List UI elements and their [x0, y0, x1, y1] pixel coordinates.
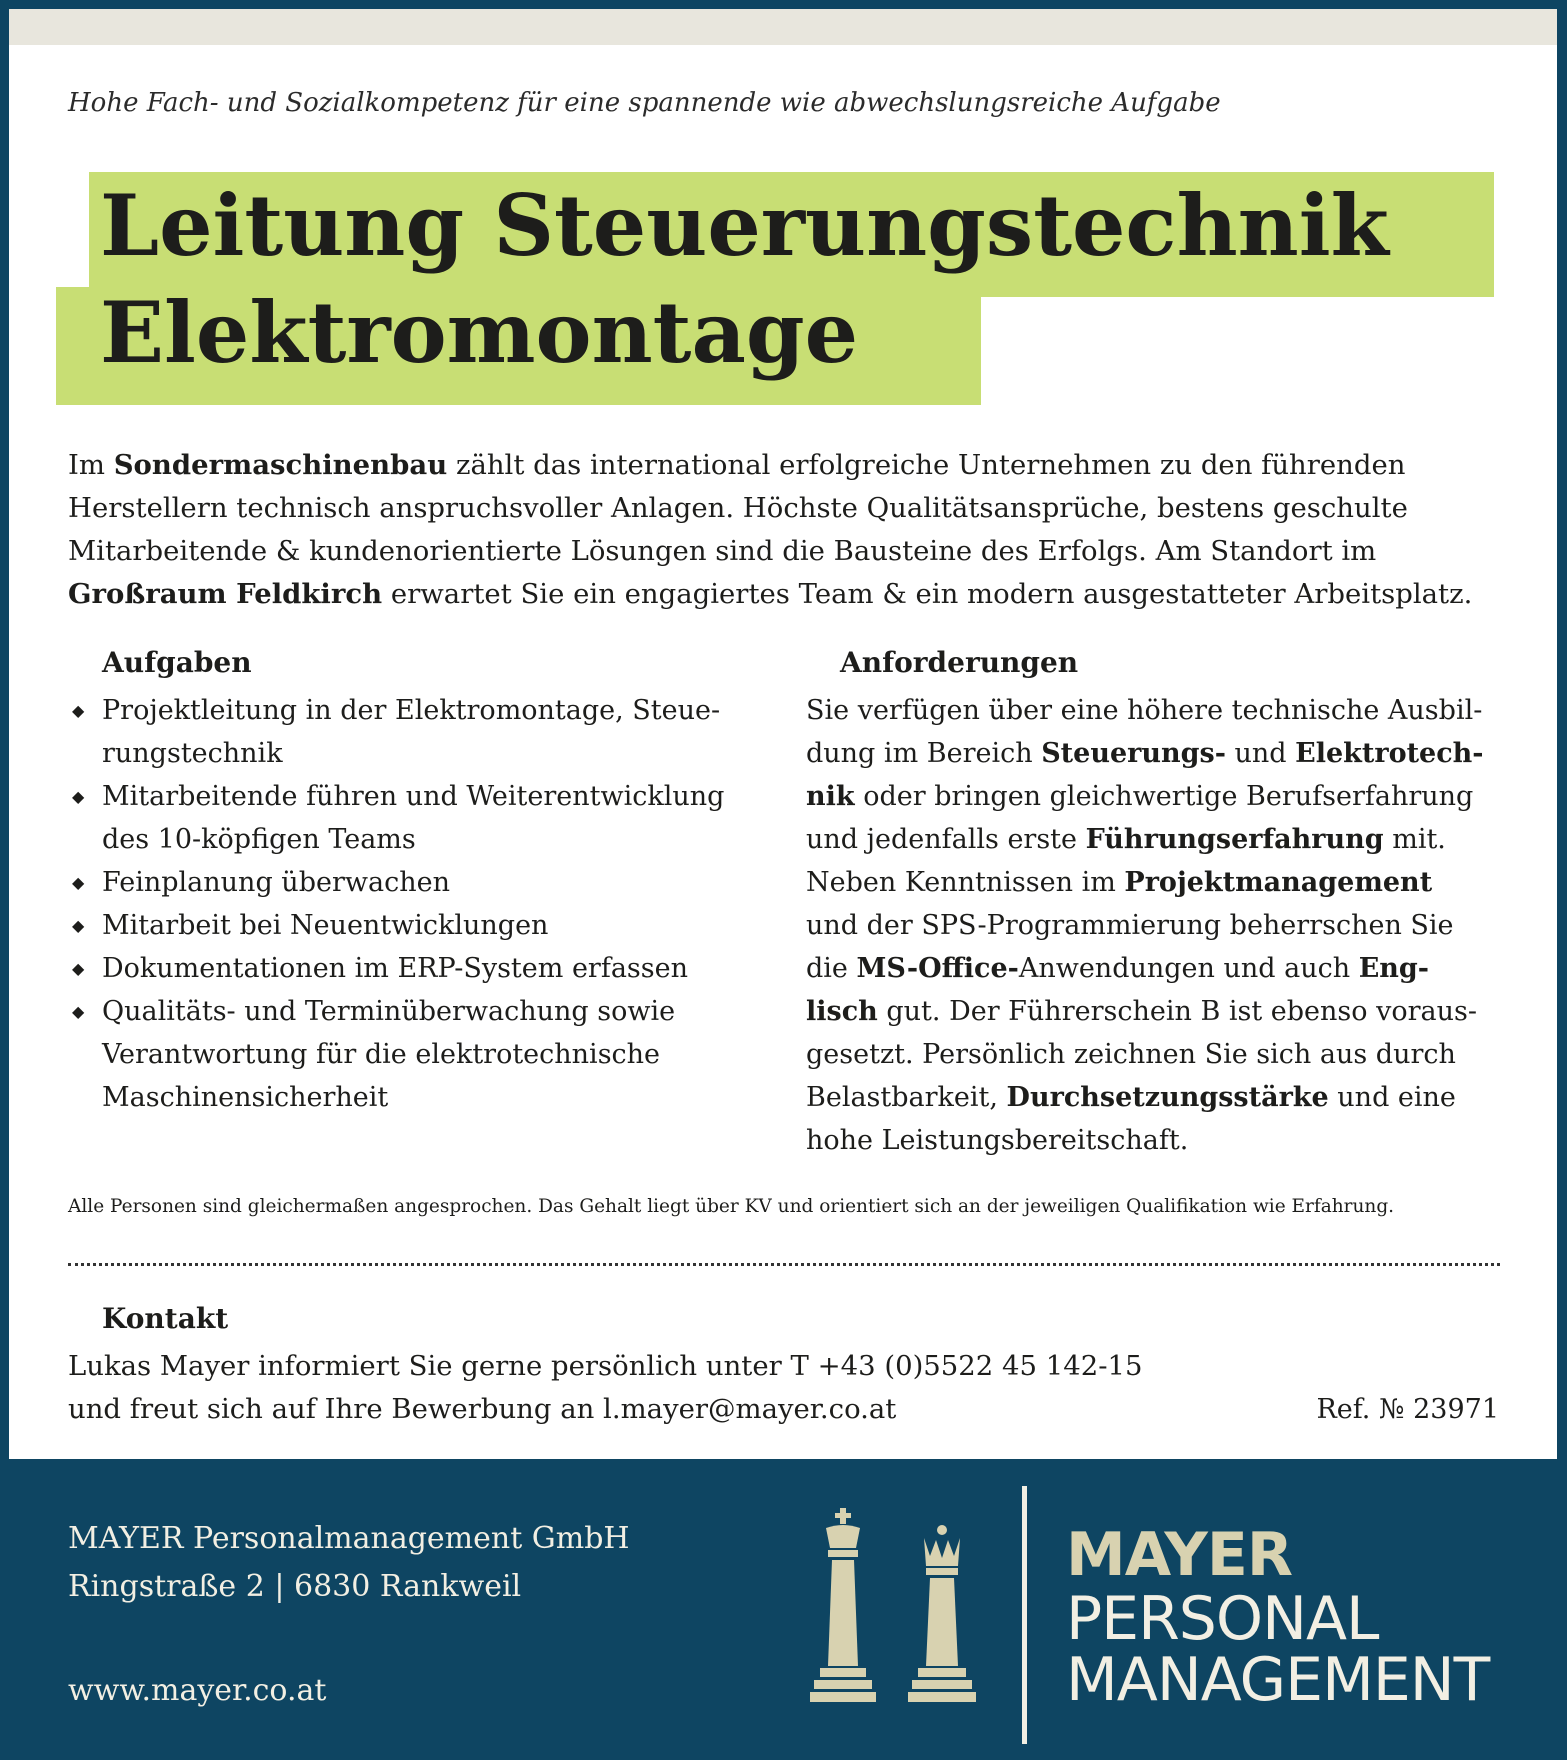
task-item-text: Qualitäts- und Terminüberwachung sowie: [102, 996, 676, 1027]
intro-paragraph: [68, 444, 1508, 616]
bullet-icon: ◆: [72, 701, 85, 720]
intro-bold: Großraum Feldkirch: [68, 578, 383, 610]
task-item-text: Mitarbeit bei Neuentwicklungen: [102, 910, 549, 941]
job-title-line-1: Leitung Steuerungstechnik: [100, 176, 1389, 275]
task-item-text: Dokumentationen im ERP-System erfassen: [102, 953, 688, 984]
contact-email-line: und freut sich auf Ihre Bewerbung an l.mayer@mayer.co.at: [68, 1393, 897, 1425]
requirements-line: die MS-Office-Anwendungen und auch Eng-: [806, 953, 1430, 984]
job-title-line-2: Elektromontage: [100, 283, 859, 382]
footer-divider: [1022, 1486, 1027, 1744]
requirements-line: dung im Bereich Steuerungs- und Elektrotech-: [806, 738, 1484, 769]
intro-text: zählt das international erfolgreiche Unternehmen zu den führenden: [447, 449, 1406, 481]
requirements-line: und der SPS-Programmierung beherrschen Sie: [806, 910, 1454, 941]
reference-number: Ref. № 23971: [1316, 1394, 1499, 1425]
task-item-text: des 10-köpfigen Teams: [102, 824, 416, 855]
intro-text: erwartet Sie ein engagiertes Team & ein modern ausgestatteter Arbeitsplatz.: [382, 578, 1473, 610]
requirements-line: lisch gut. Der Führerschein B ist ebenso voraus-: [806, 996, 1477, 1027]
requirements-line: und jedenfalls erste Führungserfahrung mit.: [806, 824, 1446, 855]
footer-address: Ringstraße 2 | 6830 Rankweil: [68, 1569, 522, 1604]
task-item-text: Maschinensicherheit: [102, 1082, 389, 1113]
bullet-icon: ◆: [72, 787, 85, 806]
logo-management: MANAGEMENT: [1066, 1645, 1490, 1715]
logo-personal: PERSONAL: [1066, 1584, 1379, 1654]
dotted-divider: [68, 1263, 1500, 1266]
intro-bold: Sondermaschinenbau: [113, 449, 448, 481]
chess-pieces-icon: [800, 1508, 990, 1704]
footer-website-link[interactable]: www.mayer.co.at: [68, 1673, 327, 1708]
requirements-line: gesetzt. Persönlich zeichnen Sie sich aus durch: [806, 1039, 1456, 1070]
requirements-heading: Anforderungen: [840, 646, 1079, 679]
footer-company: MAYER Personalmanagement GmbH: [68, 1521, 630, 1556]
requirements-line: Sie verfügen über eine höhere technische Ausbil-: [806, 695, 1483, 726]
requirements-line: Belastbarkeit, Durchsetzungsstärke und eine: [806, 1082, 1456, 1113]
requirements-line: nik oder bringen gleichwertige Berufserfahrung: [806, 781, 1474, 812]
task-item: [68, 904, 768, 947]
contact-phone-line: Lukas Mayer informiert Sie gerne persönlich unter T +43 (0)5522 45 142-15: [68, 1350, 1143, 1382]
requirements-text: [806, 689, 1526, 1162]
bullet-icon: ◆: [72, 1002, 85, 1021]
bullet-icon: ◆: [72, 916, 85, 935]
logo-mayer: MAYER: [1066, 1520, 1293, 1590]
task-item: [68, 990, 768, 1119]
top-band: [9, 9, 1557, 45]
task-item: [68, 947, 768, 990]
task-item: [68, 861, 768, 904]
requirements-line: hohe Leistungsbereitschaft.: [806, 1125, 1189, 1156]
task-item-text: Feinplanung überwachen: [102, 867, 450, 898]
task-item-text: rungstechnik: [102, 738, 283, 769]
task-item: [68, 689, 768, 775]
tasks-heading: Aufgaben: [102, 646, 252, 679]
task-item-text: Projektleitung in der Elektromontage, Steue-: [102, 695, 721, 726]
task-item: [68, 775, 768, 861]
contact-heading: Kontakt: [102, 1302, 229, 1335]
equal-opportunity-note: Alle Personen sind gleichermaßen angesprochen. Das Gehalt liegt über KV und orientiert sich an der jeweiligen Qualifikation wie Erfahrung.: [68, 1196, 1395, 1217]
intro-text: Mitarbeitende & kundenorientierte Lösungen sind die Bausteine des Erfolgs. Am Standort im: [68, 535, 1377, 567]
intro-text: Im: [68, 449, 114, 481]
intro-text: Herstellern technisch anspruchsvoller Anlagen. Höchste Qualitätsansprüche, bestens geschulte: [68, 492, 1408, 524]
bullet-icon: ◆: [72, 873, 85, 892]
subtitle: Hohe Fach- und Sozialkompetenz für eine spannende wie abwechslungsreiche Aufgabe: [68, 88, 1221, 118]
bullet-icon: ◆: [72, 959, 85, 978]
task-item-text: Verantwortung für die elektrotechnische: [102, 1039, 661, 1070]
task-item-text: Mitarbeitende führen und Weiterentwicklung: [102, 781, 725, 812]
tasks-list: [68, 689, 768, 1119]
requirements-line: Neben Kenntnissen im Projektmanagement: [806, 867, 1433, 898]
contact-info: [68, 1345, 1143, 1431]
